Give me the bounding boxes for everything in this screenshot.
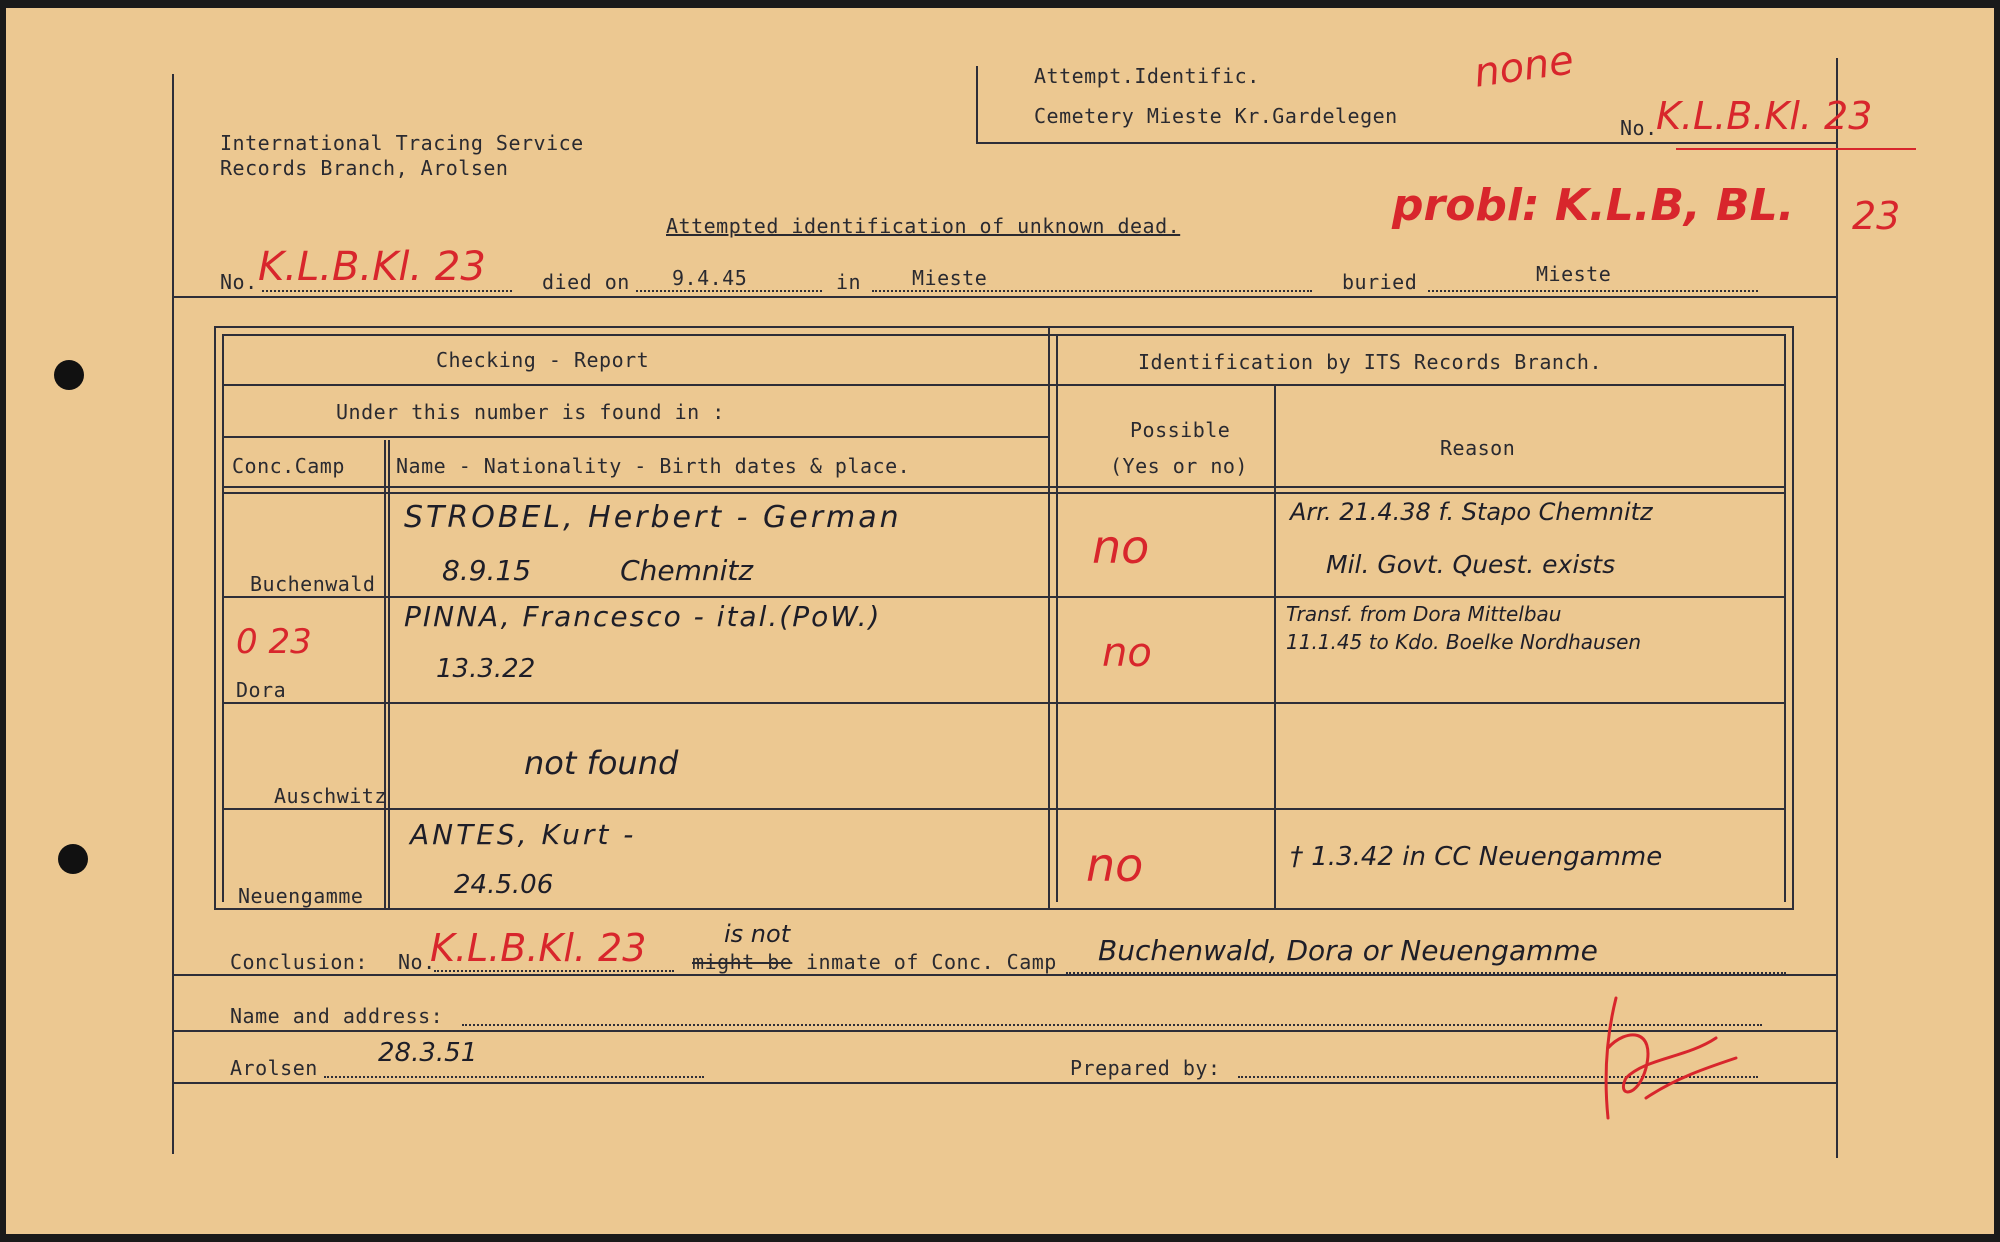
name-address-label: Name and address: <box>230 1004 444 1028</box>
header-rule-4 <box>222 492 1786 494</box>
table-camp-divider-2 <box>388 440 390 910</box>
col-possible-header-2: (Yes or no) <box>1110 454 1248 478</box>
prepared-by-label: Prepared by: <box>1070 1056 1221 1080</box>
right-border <box>1836 58 1838 1158</box>
conclusion-might-be: might be <box>692 950 793 974</box>
row-reason-line-1: Transf. from Dora Mittelbau <box>1286 602 1562 626</box>
signature-initials <box>1586 988 1746 1128</box>
header-box-line-2: Cemetery Mieste Kr.Gardelegen <box>1034 104 1398 128</box>
buried-label: buried <box>1342 270 1418 294</box>
row-camp-note: 0 23 <box>236 622 312 662</box>
header-box-left <box>976 66 978 144</box>
col-possible-header-1: Possible <box>1130 418 1231 442</box>
date-value: 28.3.51 <box>378 1038 478 1068</box>
conclusion-no-dots <box>434 970 674 972</box>
in-label: in <box>836 270 862 294</box>
row-reason-line-2: Mil. Govt. Quest. exists <box>1326 550 1616 579</box>
table-right <box>1792 326 1794 910</box>
table-row: Auschwitz <box>274 784 387 808</box>
row-reason-line-1: † 1.3.42 in CC Neuengamme <box>1290 842 1663 872</box>
conclusion-rule <box>172 974 1836 976</box>
row-name-line-1: ANTES, Kurt - <box>410 818 637 851</box>
checking-report-header: Checking - Report <box>436 348 650 372</box>
row-possible: no <box>1086 838 1144 892</box>
row-reason-line-1: Arr. 21.4.38 f. Stapo Chemnitz <box>1290 498 1653 526</box>
table-camp-divider <box>384 440 386 910</box>
row-name-line-1: STROBEL, Herbert - German <box>404 500 902 535</box>
row-rule-3 <box>222 808 1786 810</box>
table-possible-divider <box>1274 384 1276 910</box>
conclusion-is-not: is not <box>724 920 791 948</box>
table-bottom <box>214 908 1794 910</box>
table-top-inner <box>222 334 1786 336</box>
tracing-card <box>6 8 1994 1234</box>
name-address-dots <box>462 1024 1762 1026</box>
header-no-label: No. <box>1620 116 1658 140</box>
conclusion-inmate-text: inmate of Conc. Camp <box>806 950 1057 974</box>
row-possible: no <box>1092 520 1150 574</box>
in-value: Mieste <box>912 266 988 290</box>
row-name-line-1: PINNA, Francesco - ital.(PoW.) <box>404 600 882 633</box>
died-on-label: died on <box>542 270 630 294</box>
buried-value: Mieste <box>1536 262 1612 286</box>
table-row: Neuengamme <box>238 884 364 908</box>
found-in-header: Under this number is found in : <box>336 400 725 424</box>
table-mid <box>1048 326 1050 910</box>
record-line-rule <box>172 296 1836 298</box>
row-name-line-2: 24.5.06 <box>454 870 554 900</box>
probable-number: 23 <box>1852 194 1901 238</box>
table-left-inner <box>222 334 224 902</box>
conclusion-camps: Buchenwald, Dora or Neuengamme <box>1098 934 1598 967</box>
row-rule-1 <box>222 596 1786 598</box>
handwritten-none: none <box>1471 37 1577 97</box>
header-rule-1 <box>222 384 1786 386</box>
header-box-line-1: Attempt.Identific. <box>1034 64 1260 88</box>
buried-dots <box>1428 290 1758 292</box>
col-camp-header: Conc.Camp <box>232 454 345 478</box>
record-no-value: K.L.B.Kl. 23 <box>258 244 486 290</box>
punch-hole-top <box>54 360 84 390</box>
arolsen-label: Arolsen <box>230 1056 318 1080</box>
row-reason-line-2: 11.1.45 to Kdo. Boelke Nordhausen <box>1286 630 1642 654</box>
org-line-2: Records Branch, Arolsen <box>220 156 509 180</box>
table-right-inner <box>1784 334 1786 902</box>
probable-note: probl: K.L.B, BL. <box>1392 180 1795 231</box>
header-rule-3 <box>222 486 1786 488</box>
header-box-bottom <box>976 142 1836 144</box>
table-mid-inner <box>1056 334 1058 902</box>
row-name-line-2: 8.9.15 Chemnitz <box>442 554 754 587</box>
table-row: Buchenwald <box>250 572 376 596</box>
left-border <box>172 74 174 1154</box>
col-name-header: Name - Nationality - Birth dates & place. <box>396 454 911 478</box>
record-no-dots <box>262 290 512 292</box>
col-reason-header: Reason <box>1440 436 1516 460</box>
header-record-number: K.L.B.Kl. 23 <box>1656 94 1873 138</box>
conclusion-no-label: No. <box>398 950 436 974</box>
row-name-line-2: 13.3.22 <box>436 654 536 684</box>
date-dots <box>324 1076 704 1078</box>
died-on-dots <box>636 290 822 292</box>
row-rule-2 <box>222 702 1786 704</box>
died-on-value: 9.4.45 <box>672 266 748 290</box>
table-row: Dora <box>236 678 287 702</box>
conclusion-label: Conclusion: <box>230 950 368 974</box>
ident-header: Identification by ITS Records Branch. <box>1138 350 1603 374</box>
form-title: Attempted identification of unknown dead. <box>666 214 1181 238</box>
in-dots <box>872 290 1312 292</box>
table-top <box>214 326 1794 328</box>
header-red-underline <box>1676 148 1916 150</box>
org-line-1: International Tracing Service <box>220 131 584 155</box>
table-left <box>214 326 216 910</box>
record-no-label: No. <box>220 270 258 294</box>
header-rule-2 <box>222 436 1048 438</box>
row-possible: no <box>1102 630 1152 676</box>
punch-hole-bottom <box>58 844 88 874</box>
conclusion-no-value: K.L.B.Kl. 23 <box>430 926 647 970</box>
row-name-line-1: not found <box>524 744 679 782</box>
